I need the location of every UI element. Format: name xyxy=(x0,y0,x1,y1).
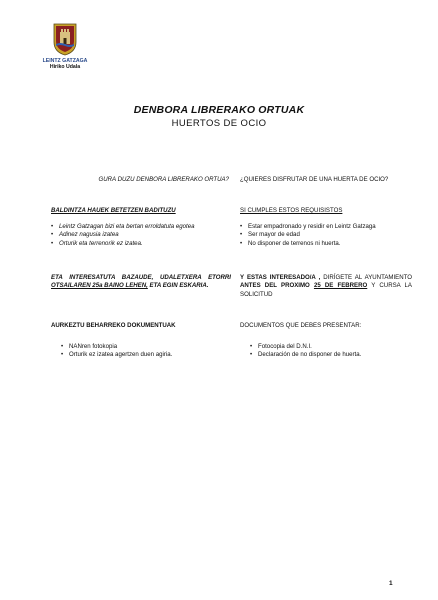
basque-documents-list xyxy=(61,343,231,360)
spanish-documents-list xyxy=(250,343,420,360)
list-item: • Fotocopia del D.N.I. xyxy=(250,343,420,351)
list-item: • Declaración de no disponer de huerta. xyxy=(250,351,420,359)
list-item: • Adinez nagusia izatea xyxy=(51,231,231,239)
list-item: • Orturik eta terrenorik ez izatea. xyxy=(51,240,231,248)
page-number: 1 xyxy=(389,580,393,587)
spanish-question: ¿QUIERES DISFRUTAR DE UNA HUERTA DE OCIO? xyxy=(240,176,389,183)
spanish-interest-paragraph xyxy=(240,274,412,299)
basque-requirements-list xyxy=(51,223,231,248)
basque-interest-text: ETA INTERESATUTA BAZAUDE, UDALETXERA ETORRI xyxy=(51,274,231,281)
org-unit: Hiriko Udala xyxy=(49,64,81,70)
list-item: • Orturik ez izatea agertzen duen agiria. xyxy=(61,351,231,359)
org-name: LEINTZ GATZAGA xyxy=(42,58,88,64)
spanish-interest-text: DIRÍGETE AL AYUNTAMIENTO xyxy=(320,274,412,281)
basque-deadline: OTSAILAREN 25a BAINO LEHEN, xyxy=(51,282,148,290)
spanish-column xyxy=(240,176,412,359)
spanish-deadline: 25 DE FEBRERO xyxy=(313,282,368,290)
basque-interest-paragraph xyxy=(51,274,231,291)
basque-interest-text: ETA EGIN ESKARIA. xyxy=(147,282,209,290)
basque-question: GURA DUZU DENBORA LIBRERAKO ORTUA? xyxy=(98,176,229,183)
list-item: • Leintz Gatzagan bizi eta bertan erroldatuta egotea xyxy=(51,223,231,231)
basque-column xyxy=(51,176,231,359)
spanish-interest-text: Y ESTAS INTERESADO/A , xyxy=(240,274,321,281)
spanish-documents-title: DOCUMENTOS QUE DEBES PRESENTAR: xyxy=(240,322,362,329)
page-subtitle: HUERTOS DE OCIO xyxy=(171,118,267,129)
list-item: • No disponer de terrenos ni huerta. xyxy=(240,240,412,248)
basque-requirements-title: BALDINTZA HAUEK BETETZEN BADITUZU xyxy=(51,207,176,214)
municipal-logo xyxy=(40,22,90,70)
spanish-interest-text: ANTES DEL PROXIMO xyxy=(240,282,314,290)
page-title: DENBORA LIBRERAKO ORTUAK xyxy=(133,104,305,116)
list-item: • Ser mayor de edad xyxy=(240,231,412,239)
list-item: • NANren fotokopia xyxy=(61,343,231,351)
basque-documents-title: AURKEZTU BEHARREKO DOKUMENTUAK xyxy=(51,322,176,329)
spanish-requirements-list xyxy=(240,223,412,248)
spanish-interest-text: Y CURSA LA SOLICITUD xyxy=(240,282,412,298)
spanish-requirements-title: SI CUMPLES ESTOS REQUISISTOS xyxy=(240,207,343,214)
coat-of-arms-icon xyxy=(52,22,78,56)
list-item: • Estar empadronado y residir en Leintz Gatzaga xyxy=(240,223,412,231)
